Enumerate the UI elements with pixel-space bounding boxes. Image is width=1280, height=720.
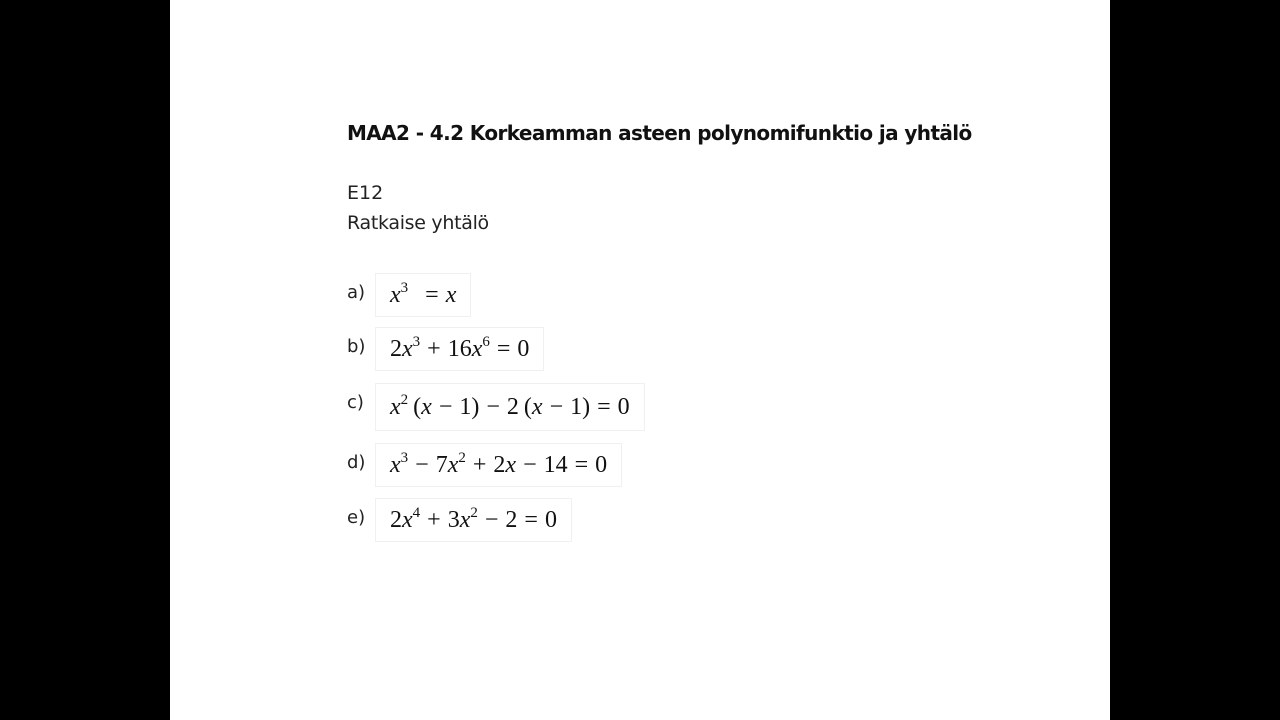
item-label: c) bbox=[347, 392, 364, 413]
item-label: a) bbox=[347, 282, 366, 303]
equation-a: $x^3$ = x bbox=[375, 273, 471, 317]
equation-b: $2x^3$ + $16x^6$ = 0 bbox=[375, 327, 544, 371]
exercise-code: E12 bbox=[347, 182, 384, 204]
item-label: e) bbox=[347, 507, 366, 528]
document-page bbox=[170, 0, 1110, 720]
item-label: d) bbox=[347, 452, 366, 473]
page-title: MAA2 - 4.2 Korkeamman asteen polynomifunktio ja yhtälö bbox=[347, 121, 972, 145]
item-label: b) bbox=[347, 336, 366, 357]
equation-e: $2x^4$ + $3x^2$ − 2 = 0 bbox=[375, 498, 572, 542]
equation-c: $x^2$ (x − 1) − 2 (x − 1) = 0 bbox=[375, 383, 645, 431]
exercise-instruction: Ratkaise yhtälö bbox=[347, 212, 489, 234]
equation-d: $x^3$ − $7x^2$ + 2x − 14 = 0 bbox=[375, 443, 622, 487]
